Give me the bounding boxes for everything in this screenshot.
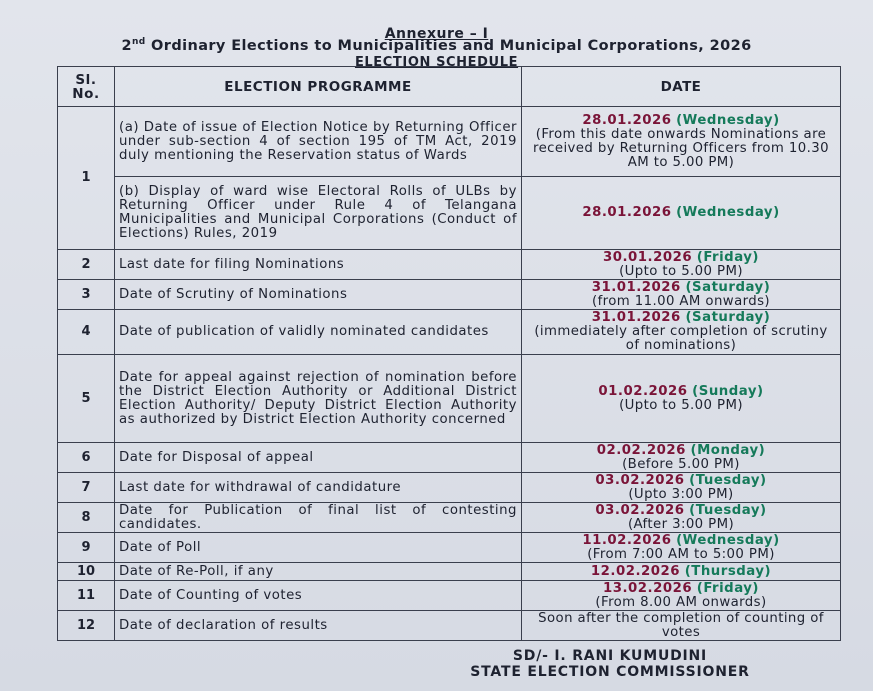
table-row <box>58 611 841 641</box>
row-note: (Upto 3:00 PM) <box>628 486 734 502</box>
row-sl: 10 <box>58 563 115 581</box>
row-day: (Wednesday) <box>676 112 780 128</box>
row-date: 13.02.2026 <box>602 580 693 596</box>
table-row <box>58 250 841 280</box>
row-programme: Date of Scrutiny of Nominations <box>115 280 522 310</box>
row-programme: Date of Poll <box>115 533 522 563</box>
table-row <box>58 503 841 533</box>
row-date: 02.02.2026 <box>596 442 686 458</box>
row-date-cell <box>522 443 841 473</box>
row-programme: Date of declaration of results <box>115 611 522 641</box>
schedule-heading: ELECTION SCHEDULE <box>354 55 519 70</box>
table-row <box>58 533 841 563</box>
row-programme: Date of publication of validly nominated candidates <box>115 310 522 355</box>
row-programme: Date of Re-Poll, if any <box>115 563 522 581</box>
row-date-cell <box>522 473 841 503</box>
row-day: (Tuesday) <box>689 502 767 518</box>
row-day: (Saturday) <box>685 279 771 295</box>
row-date-cell <box>522 611 841 641</box>
row-date: 03.02.2026 <box>595 472 685 488</box>
header-date: DATE <box>522 67 841 107</box>
signatory-name: SD/- I. RANI KUMUDINI <box>512 648 708 664</box>
table-row <box>58 355 841 443</box>
row-date-cell <box>522 355 841 443</box>
row-day: (Friday) <box>696 580 760 596</box>
row-programme: (b) Display of ward wise Electoral Rolls of ULBs by Returning Officer under Rule 4 of Telangana Municipalities and Municipal Corporations (Conduct of Elections) Rules, 2019 <box>115 177 522 250</box>
table-row <box>58 563 841 581</box>
row-day: (Monday) <box>690 442 766 458</box>
row-sl: 5 <box>58 355 115 443</box>
row-date-cell <box>522 563 841 581</box>
row-date-cell <box>522 250 841 280</box>
row-note: (From 7:00 AM to 5:00 PM) <box>587 546 775 562</box>
row-date: 28.01.2026 <box>582 112 672 128</box>
header-programme: ELECTION PROGRAMME <box>115 67 522 107</box>
row-date-cell <box>522 280 841 310</box>
header-sl-no: Sl. No. <box>58 67 115 107</box>
row-date: 03.02.2026 <box>595 502 685 518</box>
row-date: 28.01.2026 <box>582 205 672 220</box>
row-note: (immediately after completion of scrutiny of nominations) <box>534 324 828 353</box>
row-sl: 2 <box>58 250 115 280</box>
row-date-cell <box>522 177 841 250</box>
row-note: (Before 5.00 PM) <box>622 456 740 472</box>
row-programme: Date for Publication of final list of contesting candidates. <box>115 503 522 533</box>
election-schedule-table <box>57 66 841 641</box>
row-date-cell <box>522 533 841 563</box>
row-sl: 12 <box>58 611 115 641</box>
row-day: (Wednesday) <box>676 205 780 220</box>
table-row <box>58 581 841 611</box>
signatory-designation: STATE ELECTION COMMISSIONER <box>470 664 750 680</box>
row-sl: 8 <box>58 503 115 533</box>
row-programme: Last date for filing Nominations <box>115 250 522 280</box>
document-title: 2nd Ordinary Elections to Municipalities and Municipal Corporations, 2026 <box>121 37 752 54</box>
row-sl: 7 <box>58 473 115 503</box>
annexure-label: Annexure – I <box>384 26 489 42</box>
row-date-cell <box>522 310 841 355</box>
row-date-cell <box>522 107 841 177</box>
row-sl: 11 <box>58 581 115 611</box>
row-day: (Tuesday) <box>689 472 767 488</box>
row-date: 12.02.2026 <box>590 563 681 579</box>
row-day: (Saturday) <box>685 310 771 325</box>
row-date: 30.01.2026 <box>602 249 693 265</box>
table-row <box>58 310 841 355</box>
row-sl: 1 <box>58 107 115 250</box>
table-row <box>58 107 841 177</box>
row-day: (Thursday) <box>684 563 772 579</box>
table-row <box>58 443 841 473</box>
row-programme: (a) Date of issue of Election Notice by Returning Officer under sub-section 4 of section 195 of TM Act, 2019 duly mentioning the Reservation status of Wards <box>115 107 522 177</box>
table-row <box>58 177 841 250</box>
row-note: (Upto to 5.00 PM) <box>619 397 743 413</box>
row-programme: Date of Counting of votes <box>115 581 522 611</box>
row-sl: 6 <box>58 443 115 473</box>
row-sl: 9 <box>58 533 115 563</box>
table-header-row <box>58 67 841 107</box>
row-date: 31.01.2026 <box>591 279 681 295</box>
row-note: Soon after the completion of counting of votes <box>538 610 824 640</box>
table-row <box>58 473 841 503</box>
row-date: 11.02.2026 <box>582 532 672 548</box>
row-date: 31.01.2026 <box>591 310 681 325</box>
row-note: (from 11.00 AM onwards) <box>591 293 771 309</box>
row-day: (Friday) <box>696 249 760 265</box>
row-date-cell <box>522 503 841 533</box>
row-programme: Date for appeal against rejection of nomination before the District Election Authority or Additional District Election Authority/ Deputy District Election Authority as authorized by District Election Authority concerned <box>115 355 522 443</box>
row-note: (From 8.00 AM onwards) <box>595 594 767 610</box>
row-note: (Upto to 5.00 PM) <box>619 263 743 279</box>
row-day: (Sunday) <box>692 383 764 399</box>
row-sl: 3 <box>58 280 115 310</box>
table-row <box>58 280 841 310</box>
row-day: (Wednesday) <box>676 532 780 548</box>
row-sl: 4 <box>58 310 115 355</box>
row-date-cell <box>522 581 841 611</box>
row-note: (After 3:00 PM) <box>627 516 735 532</box>
row-note: (From this date onwards Nominations are received by Returning Officers from 10.30 AM to 5.00 PM) <box>533 126 829 170</box>
row-date: 01.02.2026 <box>598 383 688 399</box>
row-programme: Last date for withdrawal of candidature <box>115 473 522 503</box>
row-programme: Date for Disposal of appeal <box>115 443 522 473</box>
